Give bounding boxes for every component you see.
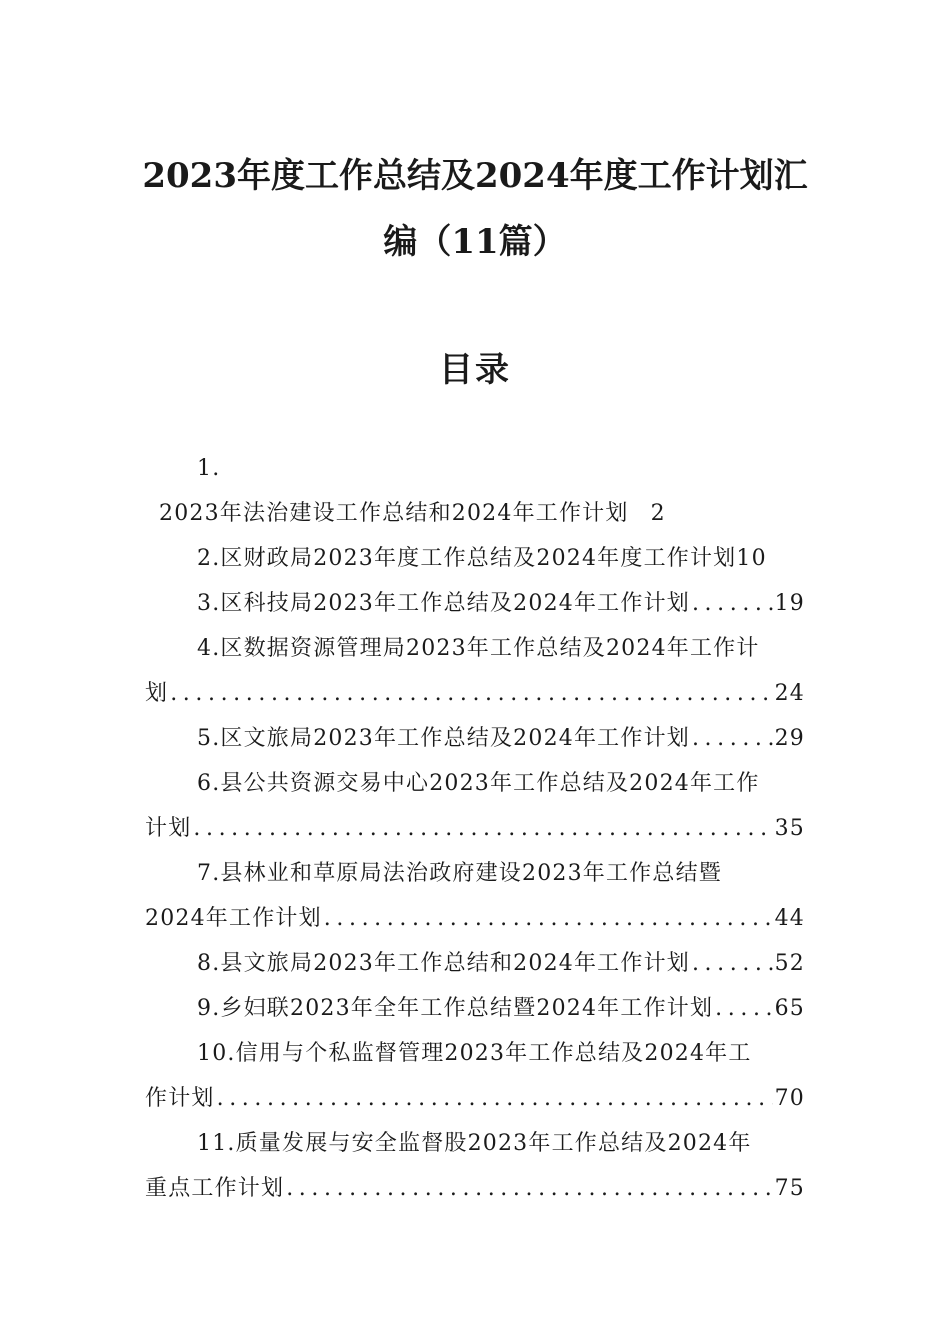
toc-entry-title: 2.区财政局2023年度工作总结及2024年度工作计划 bbox=[197, 546, 737, 571]
toc-entry-title: 6.县公共资源交易中心2023年工作总结及2024年工作 bbox=[197, 771, 760, 796]
toc-entry-page: 70 bbox=[774, 1086, 805, 1111]
toc-leader-dots bbox=[692, 716, 773, 761]
toc-leader-dots bbox=[692, 941, 773, 986]
toc-entry-title-continued: 划 bbox=[145, 681, 169, 706]
toc-leader-dots bbox=[324, 896, 773, 941]
toc-entry-number: 1. bbox=[197, 456, 221, 481]
toc-leader-dots bbox=[217, 1076, 773, 1121]
toc-entry-6-line-2[interactable] bbox=[145, 806, 805, 851]
table-of-contents bbox=[145, 446, 805, 1211]
toc-entry-10-line-2[interactable] bbox=[145, 1076, 805, 1121]
toc-entry-page: 19 bbox=[774, 591, 805, 616]
toc-entry-title: 7.县林业和草原局法治政府建设2023年工作总结暨 bbox=[197, 861, 722, 886]
toc-entry-9[interactable] bbox=[145, 986, 805, 1031]
toc-entry-3[interactable] bbox=[145, 581, 805, 626]
toc-entry-10-line-1[interactable] bbox=[145, 1031, 805, 1076]
toc-leader-dots bbox=[170, 671, 772, 716]
toc-entry-title: 2023年法治建设工作总结和2024年工作计划 bbox=[159, 501, 629, 526]
toc-entry-page: 2 bbox=[650, 501, 666, 526]
toc-entry-page: 75 bbox=[774, 1176, 805, 1201]
toc-entry-8[interactable] bbox=[145, 941, 805, 986]
toc-entry-11-line-2[interactable] bbox=[145, 1166, 805, 1211]
document-title-line-1: 2023年度工作总结及2024年度工作计划汇 bbox=[142, 156, 808, 196]
toc-entry-6-line-1[interactable] bbox=[145, 761, 805, 806]
toc-entry-page: 65 bbox=[774, 996, 805, 1021]
toc-entry-title: 8.县文旅局2023年工作总结和2024年工作计划 bbox=[197, 951, 690, 976]
toc-entry-title-continued: 作计划 bbox=[145, 1086, 215, 1111]
toc-entry-title-continued: 2024年工作计划 bbox=[145, 906, 322, 931]
toc-leader-dots bbox=[715, 986, 772, 1031]
toc-entry-page: 52 bbox=[774, 951, 805, 976]
toc-entry-4-line-2[interactable] bbox=[145, 671, 805, 716]
toc-entry-title: 10.信用与个私监督管理2023年工作总结及2024年工 bbox=[197, 1041, 752, 1066]
toc-heading: 目录 bbox=[439, 350, 511, 390]
toc-entry-7-line-2[interactable] bbox=[145, 896, 805, 941]
toc-entry-title: 9.乡妇联2023年全年工作总结暨2024年工作计划 bbox=[197, 996, 714, 1021]
toc-entry-title: 4.区数据资源管理局2023年工作总结及2024年工作计 bbox=[197, 636, 760, 661]
toc-entry-1[interactable] bbox=[145, 491, 805, 536]
toc-leader-dots bbox=[692, 581, 773, 626]
toc-entry-5[interactable] bbox=[145, 716, 805, 761]
toc-entry-page: 10 bbox=[736, 546, 767, 571]
toc-entry-1-number[interactable] bbox=[145, 446, 805, 491]
toc-entry-4-line-1[interactable] bbox=[145, 626, 805, 671]
toc-entry-title-continued: 重点工作计划 bbox=[145, 1176, 285, 1201]
toc-entry-title: 3.区科技局2023年工作总结及2024年工作计划 bbox=[197, 591, 690, 616]
toc-entry-title: 5.区文旅局2023年工作总结及2024年工作计划 bbox=[197, 726, 690, 751]
toc-entry-page: 29 bbox=[774, 726, 805, 751]
toc-entry-7-line-1[interactable] bbox=[145, 851, 805, 896]
toc-entry-page: 35 bbox=[774, 816, 805, 841]
document-title-line-2: 编（11篇） bbox=[383, 222, 567, 262]
toc-leader-dots bbox=[193, 806, 772, 851]
toc-entry-11-line-1[interactable] bbox=[145, 1121, 805, 1166]
toc-entry-title: 11.质量发展与安全监督股2023年工作总结及2024年 bbox=[197, 1131, 752, 1156]
toc-leader-dots bbox=[286, 1166, 772, 1211]
toc-entry-2[interactable] bbox=[145, 536, 805, 581]
toc-entry-title-continued: 计划 bbox=[145, 816, 192, 841]
toc-entry-page: 44 bbox=[774, 906, 805, 931]
toc-entry-page: 24 bbox=[774, 681, 805, 706]
